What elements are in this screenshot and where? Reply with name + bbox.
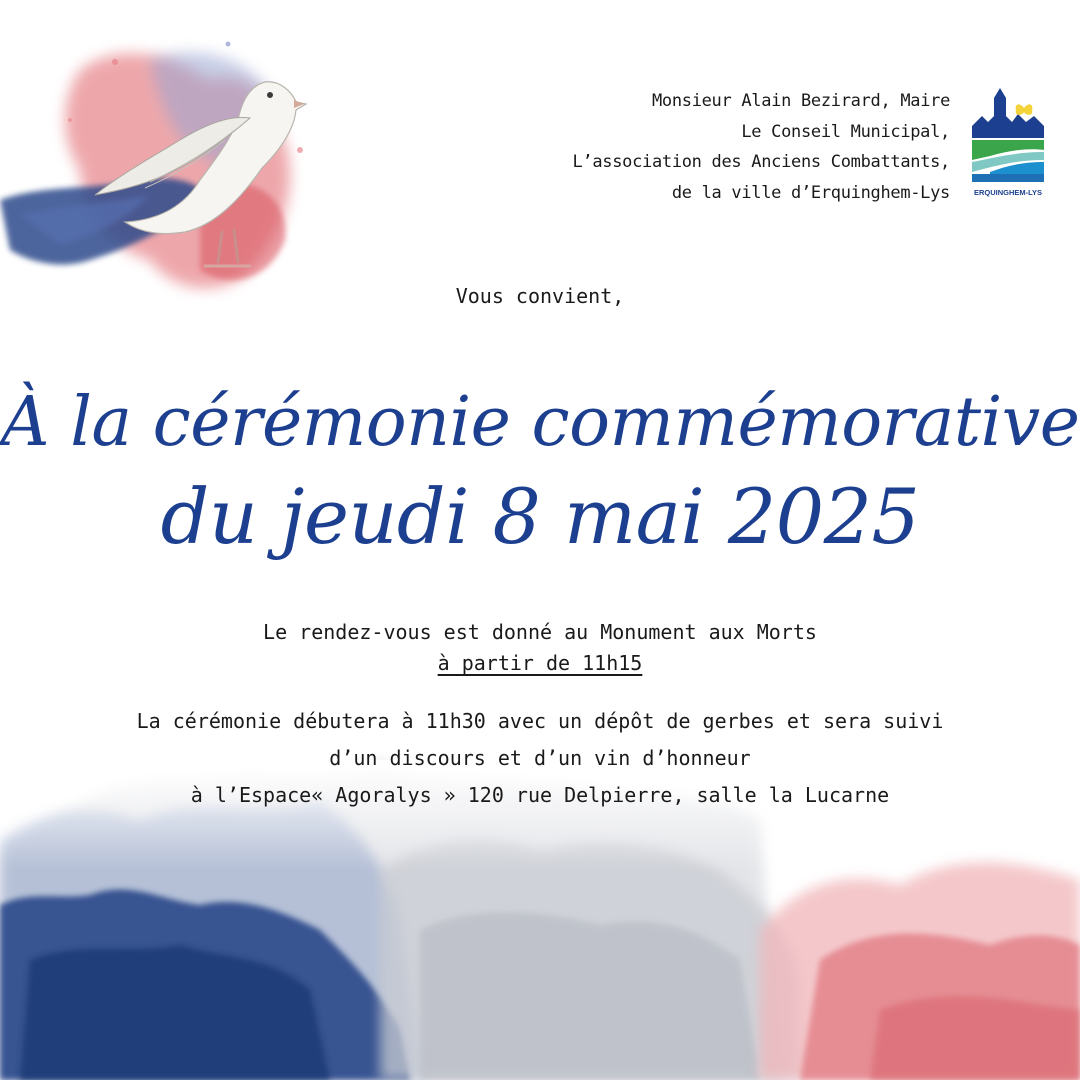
logo-caption: ERQUINGHEM-LYS (973, 188, 1043, 197)
details-block (0, 703, 1080, 814)
organizer-line: de la ville d’Erquinghem-Lys (671, 182, 950, 203)
details-line: d’un discours et d’un vin d’honneur (329, 746, 751, 770)
meeting-location: Le rendez-vous est donné au Monument aux Morts (263, 620, 817, 644)
organizer-line: Monsieur Alain Bezirard, Maire (651, 91, 950, 111)
intro-text: Vous convient, (455, 284, 625, 308)
organizer-line: L’association des Anciens Combattants, (572, 152, 950, 172)
meeting-block (0, 617, 1080, 679)
organizer-line: Le Conseil Municipal, (741, 121, 950, 142)
organizers-block (572, 86, 950, 208)
dove-watercolor-icon (0, 0, 320, 310)
title-line-2: du jeudi 8 mai 2025 (160, 472, 920, 561)
details-line: La cérémonie débutera à 11h30 avec un dépôt de gerbes et sera suivi (136, 709, 944, 733)
details-line: à l’Espace« Agoralys » 120 rue Delpierre, salle la Lucarne (190, 783, 890, 807)
meeting-time: à partir de 11h15 (437, 651, 643, 675)
title-line-1: À la cérémonie commémorative (0, 383, 1080, 462)
town-logo-icon (970, 86, 1046, 198)
